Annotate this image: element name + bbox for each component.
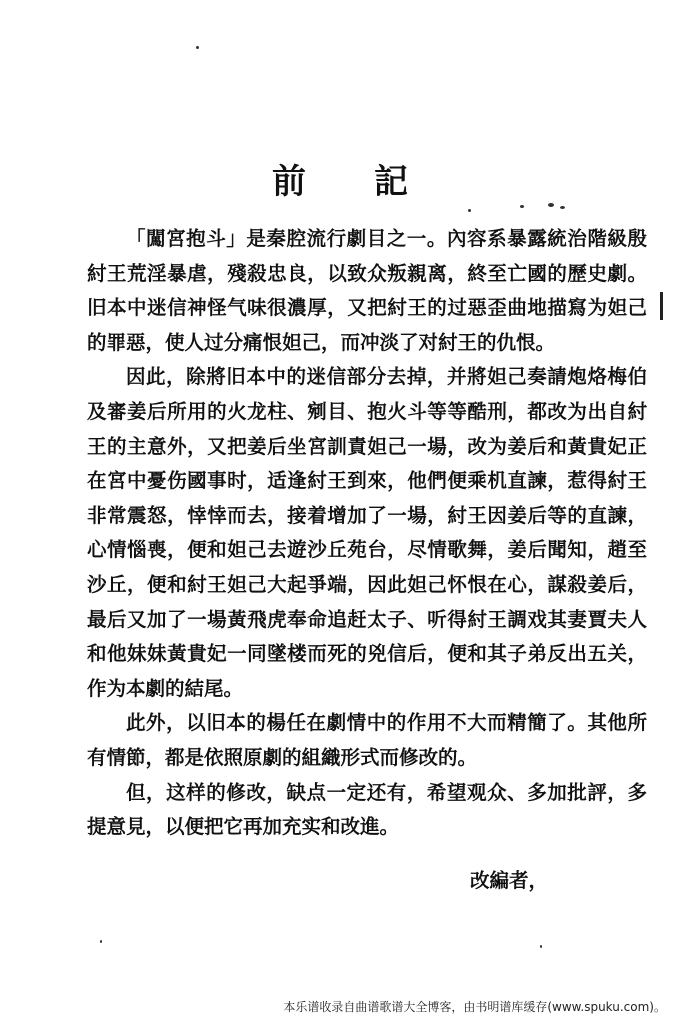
preface-body (87, 222, 647, 845)
scan-speck (468, 209, 471, 212)
scan-speck (196, 46, 199, 49)
scan-speck (100, 940, 102, 943)
signature: 改編者， (470, 869, 549, 892)
scan-speck (560, 206, 565, 209)
page-title: 前記 (272, 162, 476, 202)
paragraph-1: 「闖宮抱斗」是秦腔流行劇目之一。內容系暴露統治階級殷紂王荒淫暴虐，殘殺忠良，以致众叛親离，終至亡國的歷史劇。旧本中迷信神怪气味很濃厚，又把紂王的过惡歪曲地描寫为妲己的罪惡，使人过分痛恨妲己，而冲淡了对紂王的仇恨。 (87, 227, 647, 354)
footer-watermark: 本乐谱收录自曲谱歌谱大全博客，由书明谱库缓存(www.spuku.com)。 (283, 1000, 666, 1014)
scan-speck (540, 945, 542, 948)
scan-speck (520, 205, 524, 208)
paragraph-2: 因此，除將旧本中的迷信部分去掉，并將妲己奏請炮烙梅伯及審姜后所用的火龙柱、剜目、抱火斗等等酷刑，都改为出自紂王的主意外，又把姜后坐宮訓責妲己一場，改为姜后和黃貴妃正在宮中憂伤國事时，适逢紂王到來，他們便乘机直諫，惹得紂王非常震怒，悻悻而去，接着增加了一場，紂王因姜后等的直諫，心情惱喪，便和妲己去遊沙丘苑台，尽情歌舞，姜后聞知，趙至沙丘，便和紂王妲己大起爭端，因此妲己怀恨在心，謀殺姜后，最后又加了一場黃飛虎奉命追赶太子、听得紂王調戏其妻賈夫人和他妹妹黃貴妃一同墜楼而死的兇信后，便和其子弟反出五关，作为本劇的結尾。 (87, 365, 647, 700)
paragraph-4: 但，这样的修改，缺点一定还有，希望观众、多加批評，多提意見，以便把它再加充实和改進。 (87, 780, 647, 839)
scan-margin-mark (660, 292, 663, 320)
paragraph-3: 此外，以旧本的楊任在劇情中的作用不大而精簡了。其他所有情節，都是依照原劇的組織形式而修改的。 (87, 711, 647, 769)
